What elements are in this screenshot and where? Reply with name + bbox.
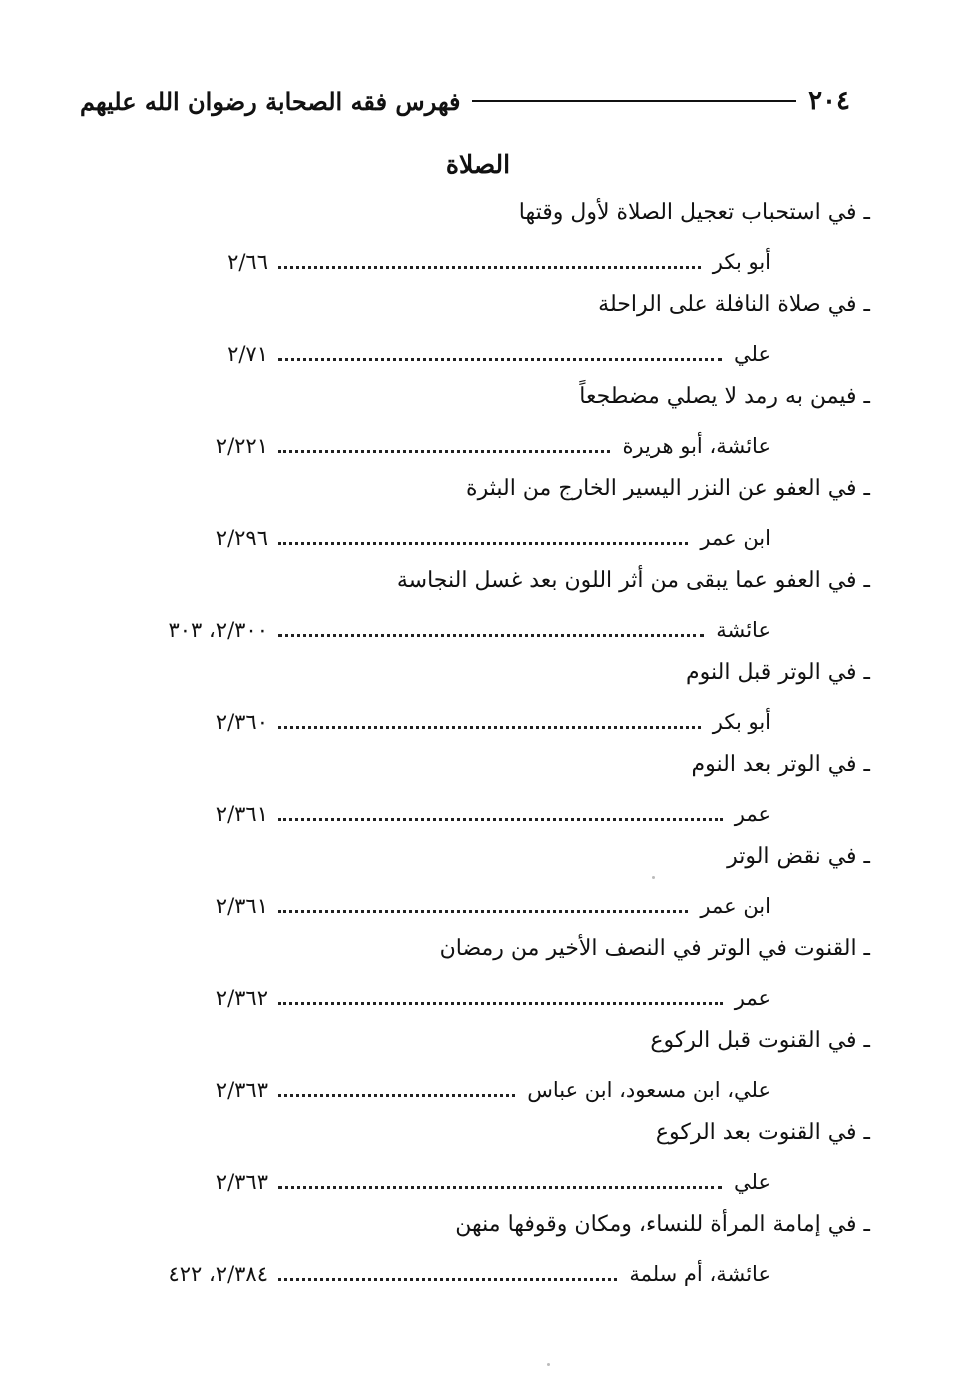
topic-text: ـ في القنوت قبل الركوع bbox=[650, 1028, 870, 1053]
companion-names: ابن عمر bbox=[700, 894, 771, 918]
index-topic bbox=[0, 1116, 956, 1162]
companion-names: عمر bbox=[734, 986, 771, 1010]
volume-page-ref: ٢/٦٦ bbox=[227, 250, 268, 274]
index-topic bbox=[0, 472, 956, 518]
dot-leader bbox=[278, 1094, 515, 1097]
volume-page-ref: ٢/٣٦١ bbox=[215, 802, 268, 826]
topic-text: ـ في استحباب تعجيل الصلاة لأول وقتها bbox=[518, 200, 870, 225]
volume-page-ref: ٢/٣٠٠، ٣٠٣ bbox=[168, 618, 268, 642]
volume-page-ref: ٢/٣٦٣ bbox=[215, 1078, 268, 1102]
page-number: ٢٠٤ bbox=[808, 86, 850, 116]
companion-names: عمر bbox=[734, 802, 771, 826]
volume-page-ref: ٢/٣٨٤، ٤٢٢ bbox=[168, 1262, 268, 1286]
running-title: فهرس فقه الصحابة رضوان الله عليهم bbox=[80, 86, 461, 116]
dot-leader bbox=[278, 910, 688, 913]
companion-names: علي bbox=[734, 1170, 771, 1194]
scan-speck bbox=[547, 1363, 550, 1366]
index-topic bbox=[0, 840, 956, 886]
topic-text: ـ القنوت في الوتر في النصف الأخير من رمضان bbox=[439, 936, 870, 961]
index-reference bbox=[0, 1070, 956, 1116]
index-reference bbox=[0, 426, 956, 472]
volume-page-ref: ٢/٢٩٦ bbox=[215, 526, 268, 550]
index-topic bbox=[0, 288, 956, 334]
topic-text: ـ في صلاة النافلة على الراحلة bbox=[598, 292, 870, 317]
dot-leader bbox=[278, 266, 701, 269]
dot-leader bbox=[278, 542, 688, 545]
companion-names: عائشة bbox=[716, 618, 771, 642]
topic-text: ـ في نقض الوتر bbox=[727, 844, 870, 869]
index-topic bbox=[0, 1208, 956, 1254]
topic-text: ـ في القنوت بعد الركوع bbox=[655, 1120, 870, 1145]
index-reference bbox=[0, 886, 956, 932]
topic-text: ـ فيمن به رمد لا يصلي مضطجعاً bbox=[579, 384, 870, 409]
companion-names: علي bbox=[734, 342, 771, 366]
index-topic bbox=[0, 564, 956, 610]
index-entries bbox=[0, 196, 956, 1300]
index-topic bbox=[0, 656, 956, 702]
index-topic bbox=[0, 196, 956, 242]
header-rule bbox=[472, 100, 796, 102]
dot-leader bbox=[278, 634, 704, 637]
index-reference bbox=[0, 794, 956, 840]
index-reference bbox=[0, 702, 956, 748]
companion-names: أبو بكر bbox=[712, 710, 771, 734]
volume-page-ref: ٢/٣٦١ bbox=[215, 894, 268, 918]
dot-leader bbox=[278, 358, 722, 361]
companion-names: عائشة، أبو هريرة bbox=[622, 434, 771, 458]
index-reference bbox=[0, 610, 956, 656]
topic-text: ـ في الوتر بعد النوم bbox=[691, 752, 870, 777]
companion-names: أبو بكر bbox=[712, 250, 771, 274]
index-reference bbox=[0, 518, 956, 564]
scan-speck bbox=[652, 876, 655, 879]
topic-text: ـ في العفو عما يبقى من أثر اللون بعد غسل النجاسة bbox=[396, 568, 870, 593]
dot-leader bbox=[278, 1186, 722, 1189]
index-reference bbox=[0, 978, 956, 1024]
index-topic bbox=[0, 380, 956, 426]
dot-leader bbox=[278, 1002, 723, 1005]
index-topic bbox=[0, 932, 956, 978]
companion-names: ابن عمر bbox=[700, 526, 771, 550]
volume-page-ref: ٢/٧١ bbox=[227, 342, 268, 366]
topic-text: ـ في إمامة المرأة للنساء، ومكان وقوفها منهن bbox=[455, 1212, 870, 1237]
dot-leader bbox=[278, 818, 723, 821]
index-reference bbox=[0, 1162, 956, 1208]
volume-page-ref: ٢/٣٦٠ bbox=[215, 710, 268, 734]
volume-page-ref: ٢/٣٦٣ bbox=[215, 1170, 268, 1194]
section-title: الصلاة bbox=[445, 150, 511, 179]
running-header bbox=[80, 84, 850, 118]
dot-leader bbox=[278, 450, 610, 453]
index-topic bbox=[0, 748, 956, 794]
dot-leader bbox=[278, 1278, 617, 1281]
index-topic bbox=[0, 1024, 956, 1070]
companion-names: علي، ابن مسعود، ابن عباس bbox=[527, 1078, 771, 1102]
volume-page-ref: ٢/٢٢١ bbox=[215, 434, 268, 458]
topic-text: ـ في الوتر قبل النوم bbox=[686, 660, 870, 685]
index-reference bbox=[0, 242, 956, 288]
companion-names: عائشة، أم سلمة bbox=[629, 1262, 771, 1286]
index-reference bbox=[0, 1254, 956, 1300]
dot-leader bbox=[278, 726, 701, 729]
index-reference bbox=[0, 334, 956, 380]
topic-text: ـ في العفو عن النزر اليسير الخارج من البثرة bbox=[466, 476, 870, 501]
volume-page-ref: ٢/٣٦٢ bbox=[215, 986, 268, 1010]
